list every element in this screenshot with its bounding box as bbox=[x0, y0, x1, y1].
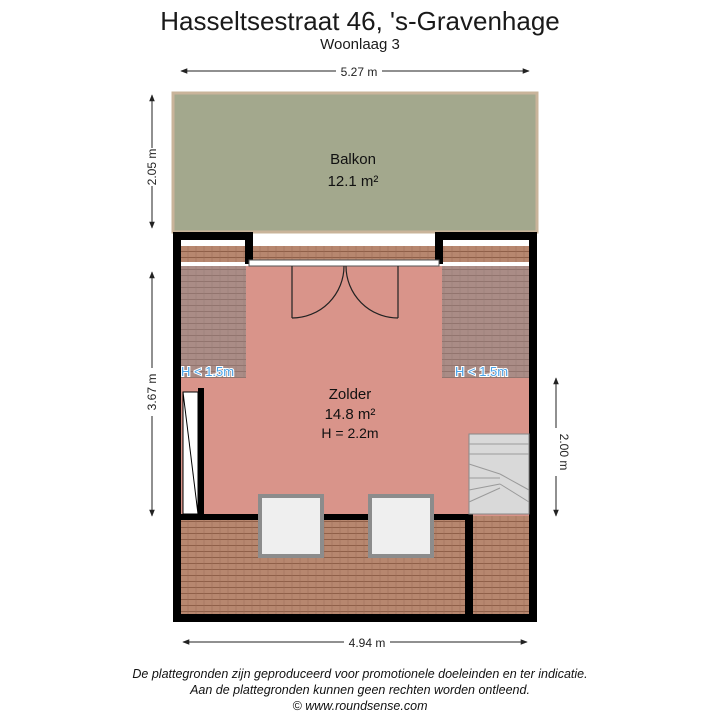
balcony-door-frame bbox=[249, 260, 439, 266]
room-zolder-height: H = 2.2m bbox=[321, 425, 379, 441]
dimension-left-upper: 2.05 m bbox=[145, 148, 159, 186]
height-note-right: H < 1.5m bbox=[455, 364, 509, 379]
dimension-bottom-width: 4.94 m bbox=[348, 636, 386, 650]
height-note-left: H < 1.5m bbox=[181, 364, 235, 379]
room-balkon-area: 12.1 m² bbox=[327, 173, 379, 190]
skylight-left bbox=[258, 494, 324, 558]
dimension-right: 2.00 m bbox=[557, 433, 571, 471]
skylight-right bbox=[368, 494, 434, 558]
roof-strip-top-right bbox=[442, 246, 530, 262]
slope-left bbox=[180, 266, 246, 378]
dimension-left-lower: 3.67 m bbox=[145, 373, 159, 411]
disclaimer-line-1: De plattegronden zijn geproduceerd voor promotionele doeleinden en ter indicatie. bbox=[132, 667, 588, 681]
disclaimer-line-2: Aan de plattegronden kunnen geen rechten worden ontleend. bbox=[190, 683, 530, 697]
room-zolder-area: 14.8 m² bbox=[324, 406, 376, 423]
dimension-top-width: 5.27 m bbox=[340, 65, 378, 79]
floor-subtitle: Woonlaag 3 bbox=[320, 36, 400, 53]
page-title: Hasseltsestraat 46, 's-Gravenhage bbox=[160, 6, 560, 36]
copyright-line: © www.roundsense.com bbox=[292, 699, 428, 713]
roof-strip-top-left bbox=[180, 246, 246, 262]
room-balkon-name: Balkon bbox=[330, 151, 376, 168]
room-zolder-name: Zolder bbox=[328, 386, 372, 403]
roof-bottom bbox=[180, 516, 530, 615]
slope-right bbox=[442, 266, 530, 378]
